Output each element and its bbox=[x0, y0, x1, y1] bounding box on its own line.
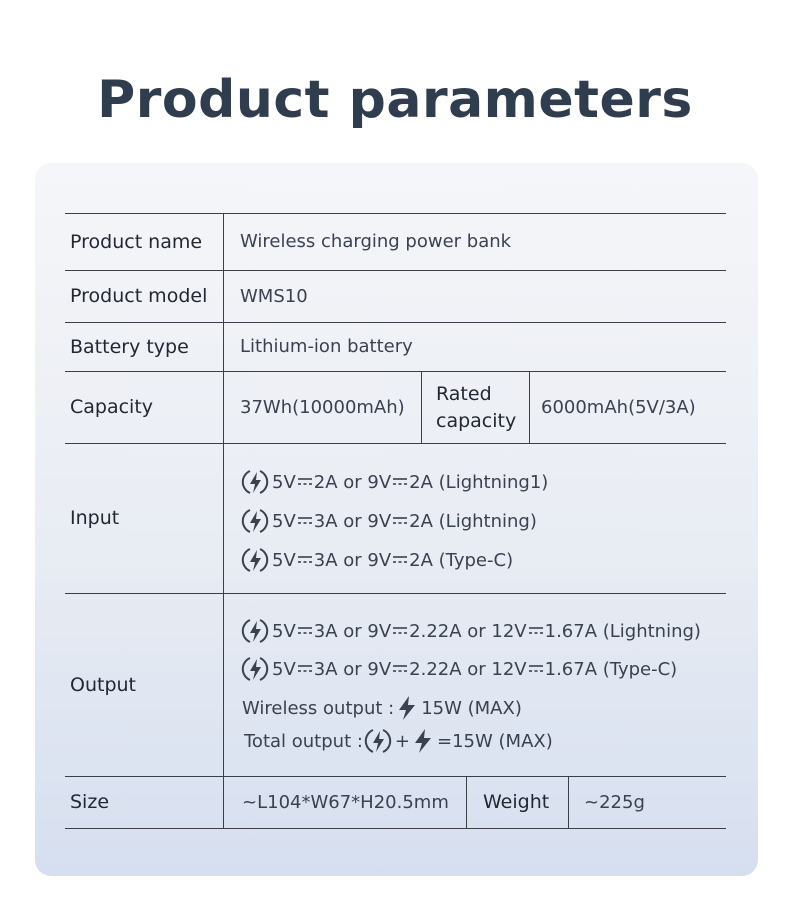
total-output-plus: + bbox=[394, 730, 411, 752]
dc-symbol-icon bbox=[297, 626, 313, 636]
fast-charge-icon bbox=[240, 506, 270, 536]
dc-symbol-icon bbox=[297, 477, 313, 487]
output-line-2 bbox=[240, 655, 677, 683]
output-line-2-a: 5V bbox=[272, 658, 296, 680]
product-model-label: Product model bbox=[70, 285, 208, 307]
dc-symbol-icon bbox=[392, 477, 408, 487]
product-name-value: Wireless charging power bank bbox=[240, 231, 512, 252]
input-line-3 bbox=[240, 546, 513, 574]
battery-type-value: Lithium-ion battery bbox=[240, 336, 413, 357]
table-column-divider bbox=[529, 371, 530, 444]
rated-capacity-label-line1: Rated bbox=[436, 383, 492, 405]
total-output-label: Total output : bbox=[244, 730, 363, 752]
fast-charge-icon bbox=[240, 616, 270, 646]
weight-label: Weight bbox=[483, 791, 550, 813]
table-column-divider bbox=[568, 776, 569, 829]
input-line-1-c: 2A (Lightning1) bbox=[409, 471, 549, 493]
rated-capacity-label bbox=[436, 381, 526, 435]
battery-type-label: Battery type bbox=[70, 335, 189, 358]
input-line-3-a: 5V bbox=[272, 549, 296, 571]
input-line-3-b: 3A or 9V bbox=[313, 549, 392, 571]
size-label: Size bbox=[70, 791, 110, 813]
fast-charge-icon bbox=[363, 726, 393, 756]
input-line-2-b: 3A or 9V bbox=[313, 510, 392, 532]
wireless-output-label: Wireless output : bbox=[242, 697, 395, 719]
dc-symbol-icon bbox=[528, 664, 544, 674]
rated-capacity-label-line2: capacity bbox=[436, 410, 517, 432]
wireless-output-value: 15W (MAX) bbox=[421, 697, 522, 719]
product-model-value: WMS10 bbox=[240, 285, 308, 307]
output-label: Output bbox=[70, 673, 136, 696]
bolt-icon bbox=[412, 728, 434, 754]
table-border bbox=[65, 828, 726, 829]
input-line-2-a: 5V bbox=[272, 510, 296, 532]
dc-symbol-icon bbox=[392, 555, 408, 565]
table-column-divider bbox=[421, 371, 422, 444]
output-line-2-b: 3A or 9V bbox=[313, 658, 392, 680]
dc-symbol-icon bbox=[528, 626, 544, 636]
product-name-label: Product name bbox=[70, 230, 203, 253]
input-label: Input bbox=[70, 507, 120, 529]
page-title: Product parameters bbox=[97, 70, 693, 130]
rated-capacity-value: 6000mAh(5V/3A) bbox=[541, 396, 696, 418]
capacity-value: 37Wh(10000mAh) bbox=[240, 396, 405, 418]
dc-symbol-icon bbox=[297, 555, 313, 565]
input-line-1-b: 2A or 9V bbox=[313, 471, 392, 493]
weight-value: ~225g bbox=[584, 791, 645, 813]
table-border bbox=[65, 443, 726, 444]
output-line-1 bbox=[240, 617, 701, 645]
total-output-value: =15W (MAX) bbox=[437, 730, 553, 752]
output-line-1-a: 5V bbox=[272, 620, 296, 642]
dc-symbol-icon bbox=[392, 516, 408, 526]
table-border bbox=[65, 593, 726, 594]
table-column-divider bbox=[466, 776, 467, 829]
bolt-icon bbox=[396, 695, 418, 721]
size-value: ~L104*W67*H20.5mm bbox=[242, 791, 449, 813]
dc-symbol-icon bbox=[392, 664, 408, 674]
output-line-1-b: 3A or 9V bbox=[313, 620, 392, 642]
fast-charge-icon bbox=[240, 545, 270, 575]
wireless-output-line bbox=[242, 694, 522, 722]
dc-symbol-icon bbox=[297, 516, 313, 526]
fast-charge-icon bbox=[240, 654, 270, 684]
input-line-2 bbox=[240, 507, 537, 535]
capacity-label: Capacity bbox=[70, 396, 154, 418]
total-output-line bbox=[244, 727, 553, 755]
output-line-2-d: 1.67A (Type-C) bbox=[544, 658, 678, 680]
output-line-2-c: 2.22A or 12V bbox=[409, 658, 527, 680]
dc-symbol-icon bbox=[297, 664, 313, 674]
dc-symbol-icon bbox=[392, 626, 408, 636]
output-line-1-d: 1.67A (Lightning) bbox=[544, 620, 701, 642]
input-line-1-a: 5V bbox=[272, 471, 296, 493]
input-line-1 bbox=[240, 468, 548, 496]
fast-charge-icon bbox=[240, 467, 270, 497]
input-line-2-c: 2A (Lightning) bbox=[409, 510, 537, 532]
input-line-3-c: 2A (Type-C) bbox=[409, 549, 514, 571]
table-column-divider bbox=[223, 213, 224, 829]
output-line-1-c: 2.22A or 12V bbox=[409, 620, 527, 642]
